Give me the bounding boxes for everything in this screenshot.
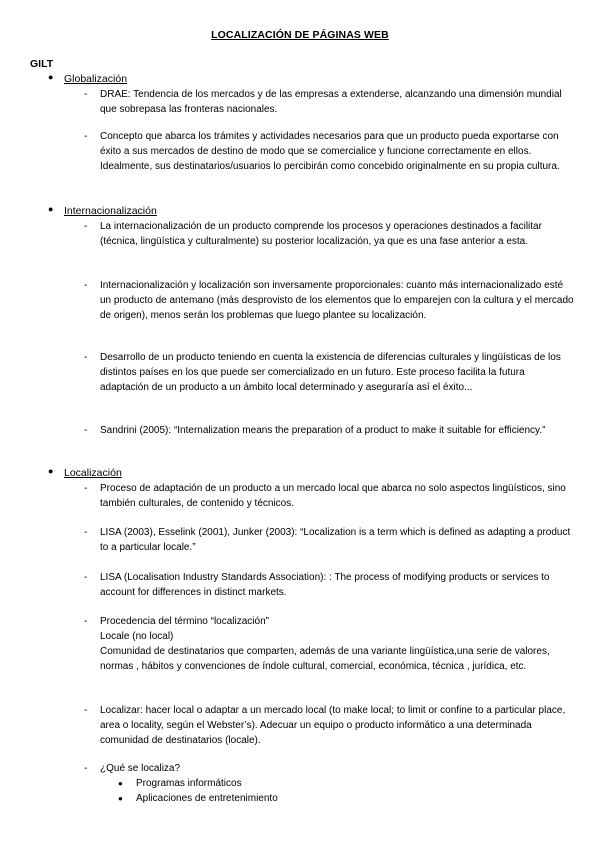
dash-marker: - (84, 527, 88, 538)
item-text: Desarrollo de un producto teniendo en cuenta la existencia de diferencias culturales y lingüísticas de los distintos países en los que puede ser comercializado en un futuro. Este proceso facilita la futura adaptación de un producto a un ámbito local determinado y aseguraría así el éxito... (100, 352, 561, 393)
dash-marker: - (84, 705, 88, 716)
item-text: Localizar: hacer local o adaptar a un mercado local (to make local; to limit or confine to a particular place, area o locality, según el Webster’s). Adecuar un equipo o producto informático a una determinada comunidad de destinatarios (locale). (100, 705, 566, 746)
dash-marker: - (84, 131, 88, 142)
item-text: Procedencia del término “localización” (100, 616, 269, 627)
dash-marker: - (84, 352, 88, 363)
item-text: La internacionalización de un producto comprende los procesos y operaciones destinados a facilitar (técnica, lingüística y culturalmente) su posterior localización, ya que es una fase anterior a esta. (100, 221, 542, 247)
dash-marker: - (84, 89, 88, 100)
item-text: Comunidad de destinatarios que comparten, además de una variante lingüística,una serie de valores, normas , hábitos y convenciones de índole cultural, comercial, económica, técnica , jurídica, etc. (100, 646, 550, 672)
bullet-icon: ● (48, 72, 54, 82)
dash-marker: - (84, 572, 88, 583)
item-text: Sandrini (2005): “Internalization means the preparation of a product to make it suitable for efficiency.” (100, 425, 546, 436)
bullet-icon: ● (48, 204, 54, 214)
bullet-icon: ● (48, 466, 54, 476)
section-label: Localización (64, 467, 122, 479)
dash-marker: - (84, 425, 88, 436)
sub-item-text: Aplicaciones de entretenimiento (136, 793, 278, 804)
item-text: Locale (no local) (100, 631, 174, 642)
bullet-icon: ● (118, 779, 123, 788)
bullet-icon: ● (118, 794, 123, 803)
dash-marker: - (84, 616, 88, 627)
item-text: LISA (Localisation Industry Standards Association): : The process of modifying products or services to account for differences in distinct markets. (100, 572, 550, 598)
item-text: LISA (2003), Esselink (2001), Junker (2003): “Localization is a term which is defined as adapting a product to a particular locale.” (100, 527, 571, 553)
item-text: Concepto que abarca los trámites y actividades necesarios para que un producto pueda exportarse con éxito a sus mercados de destino de modo que se comercialice y funcione correctamente en ellos. Idealmente, sus destinatarios/usuarios lo percibirán como concebido originalmente en su propia cultura. (100, 131, 560, 172)
item-text: DRAE: Tendencia de los mercados y de las empresas a extenderse, alcanzando una dimensión mundial que sobrepasa las fronteras nacionales. (100, 89, 562, 115)
dash-marker: - (84, 221, 88, 232)
item-text: Proceso de adaptación de un producto a un mercado local que abarca no solo aspectos lingüísticos, sino también culturales, de contenido y técnicos. (100, 483, 566, 509)
dash-marker: - (84, 483, 88, 494)
section-heading-gilt: GILT (30, 58, 54, 70)
item-text: ¿Qué se localiza? (100, 763, 181, 774)
dash-marker: - (84, 763, 88, 774)
item-text: Internacionalización y localización son inversamente proporcionales: cuanto más internacionalizado esté un producto de antemano (más desprovisto de los elementos que lo emparejen con la cultura y el mercado de origen), menos serán los problemas que luego plantee su localización. (100, 280, 574, 321)
sub-item-text: Programas informáticos (136, 778, 242, 789)
dash-marker: - (84, 280, 88, 291)
section-label: Globalización (64, 73, 128, 85)
document-title: LOCALIZACIÓN DE PÁGINAS WEB (211, 29, 389, 41)
section-label: Internacionalización (64, 205, 157, 217)
